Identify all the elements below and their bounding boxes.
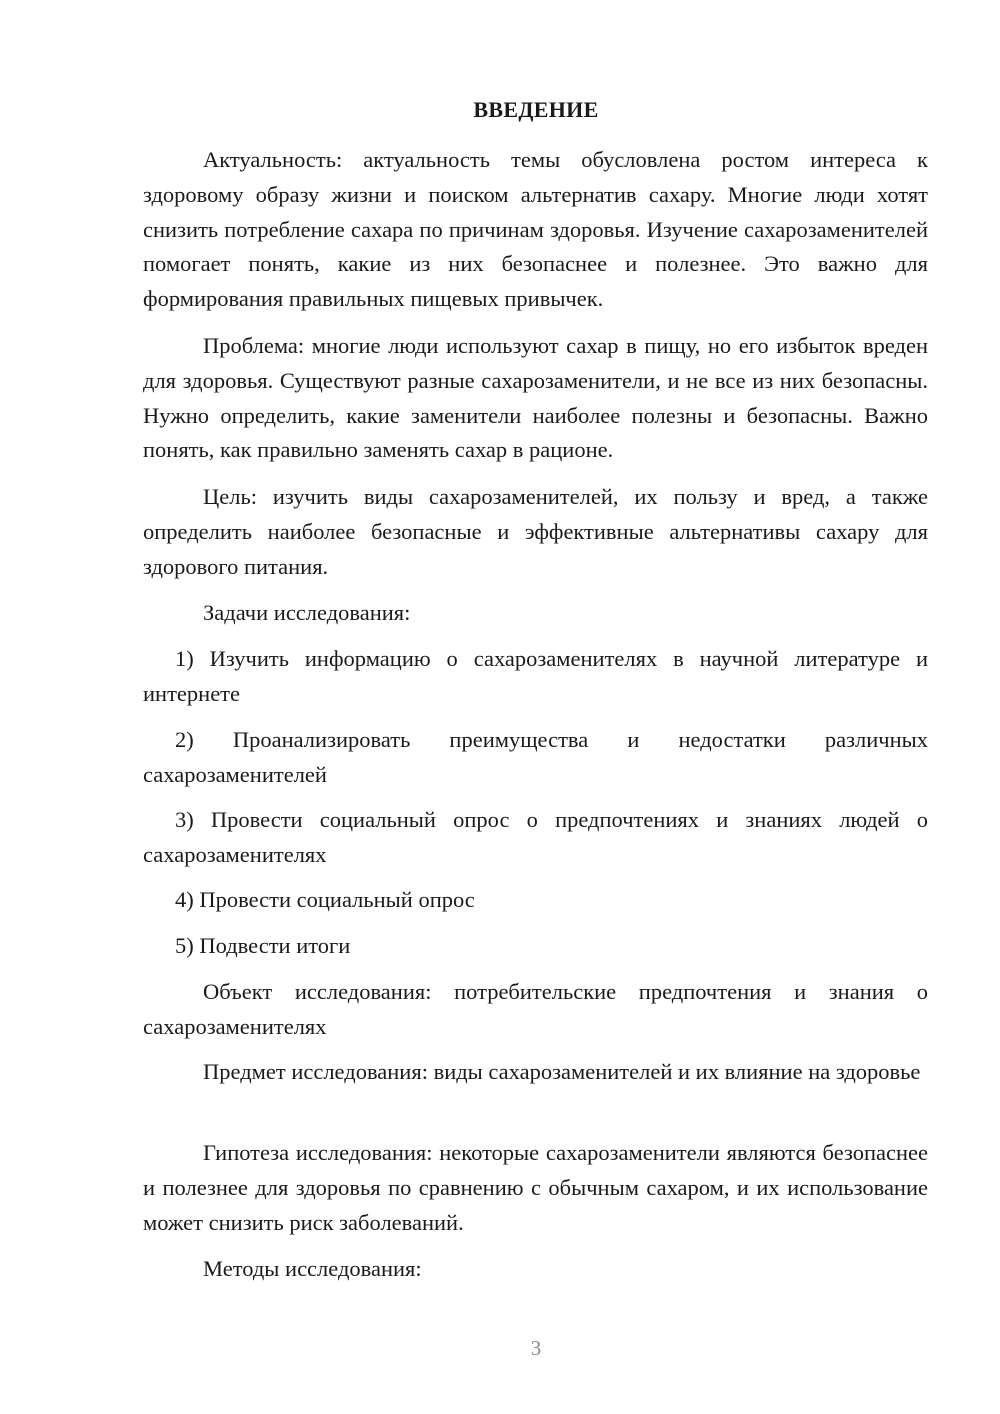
task-item-3: 3) Провести социальный опрос о предпочтениях и знаниях людей о сахарозаменителях	[143, 807, 928, 867]
paragraph-problem: Проблема: многие люди используют сахар в пищу, но его избыток вреден для здоровья. Существуют разные сахарозаменители, и не все из них безопасны. Нужно определить, какие заменители наиболее полезны и безопасны. Важно понять, как правильно заменять сахар в рационе.	[143, 333, 928, 463]
paragraph-object: Объект исследования: потребительские предпочтения и знания о сахарозаменителях	[143, 979, 928, 1039]
paragraph-subject: Предмет исследования: виды сахарозаменителей и их влияние на здоровье	[203, 1059, 921, 1084]
paragraph-relevance: Актуальность: актуальность темы обусловлена ростом интереса к здоровому образу жизни и поиском альтернатив сахару. Многие люди хотят снизить потребление сахара по причинам здоровья. Изучение сахарозаменителей помогает понять, какие из них безопаснее и полезнее. Это важно для формирования правильных пищевых привычек.	[143, 147, 928, 312]
task-item-5: 5) Подвести итоги	[175, 933, 351, 958]
tasks-heading: Задачи исследования:	[203, 600, 411, 625]
task-item-2: 2) Проанализировать преимущества и недостатки различных сахарозаменителей	[143, 727, 928, 787]
task-item-4: 4) Провести социальный опрос	[175, 887, 475, 912]
paragraph-hypothesis: Гипотеза исследования: некоторые сахарозаменители являются безопаснее и полезнее для здоровья по сравнению с обычным сахаром, и их использование может снизить риск заболеваний.	[143, 1140, 928, 1235]
page-heading: ВВЕДЕНИЕ	[473, 97, 599, 122]
page-number: 3	[530, 1336, 542, 1360]
paragraph-goal: Цель: изучить виды сахарозаменителей, их пользу и вред, а также определить наиболее безопасные и эффективные альтернативы сахару для здорового питания.	[143, 484, 928, 579]
task-item-1: 1) Изучить информацию о сахарозаменителях в научной литературе и интернете	[143, 646, 928, 706]
methods-heading: Методы исследования:	[203, 1256, 422, 1281]
